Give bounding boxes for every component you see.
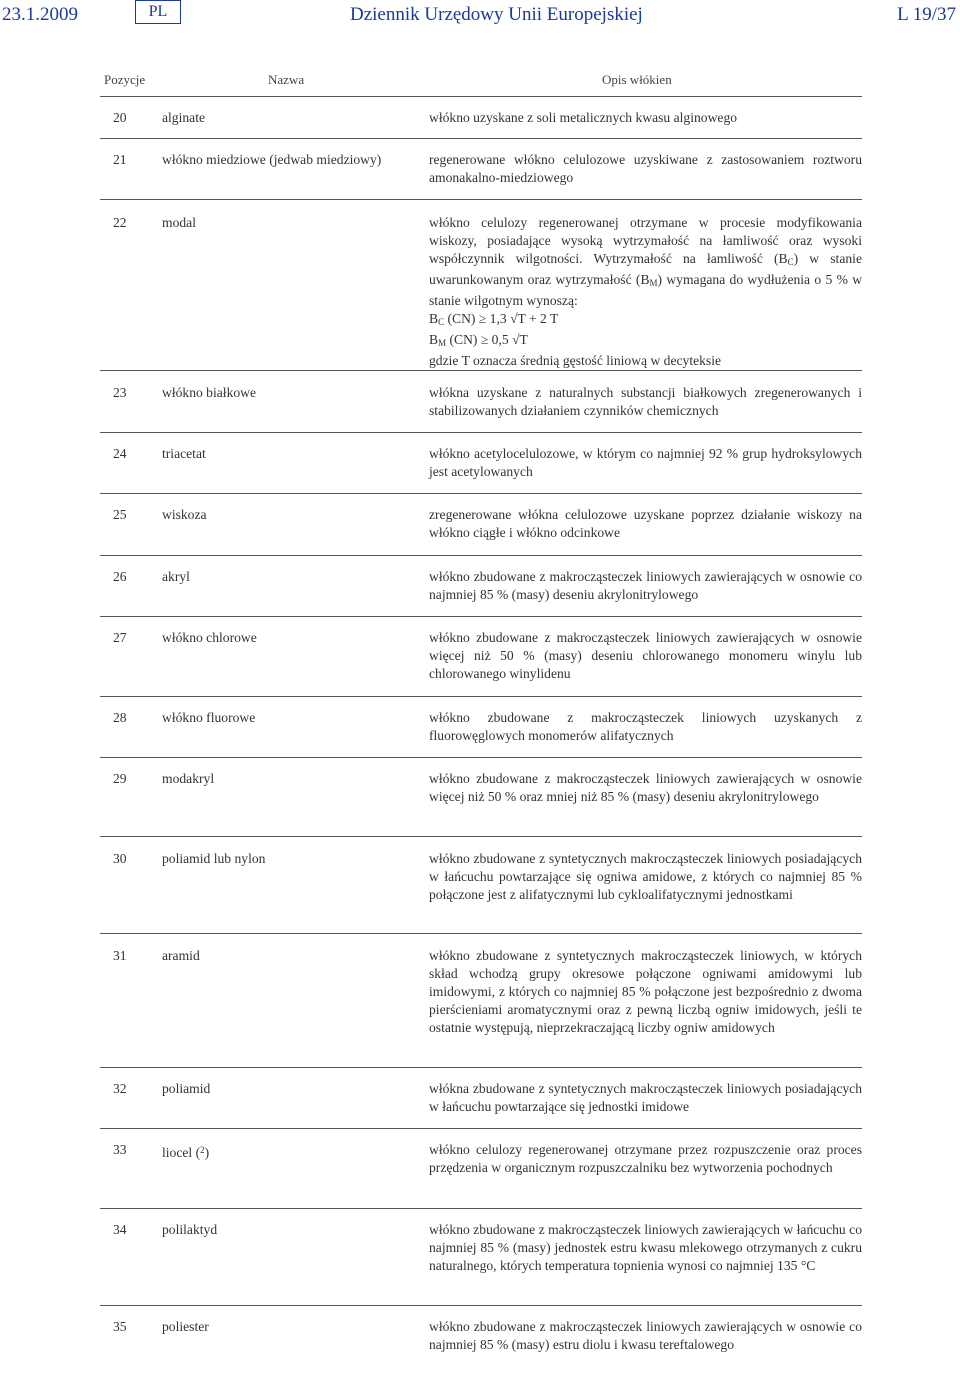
language-badge: PL [135, 0, 181, 24]
fibre-name: poliester [162, 1319, 209, 1334]
fibre-description: włókno zbudowane z makrocząsteczek liniowych zawierających w osnowie co najmniej 85 % (masy) estru diolu i kwasu tereftalowego [429, 1319, 862, 1352]
row-number: 34 [113, 1222, 127, 1237]
fibre-name: włókno chlorowe [162, 630, 257, 645]
fibre-name: polilaktyd [162, 1222, 218, 1237]
row-divider [100, 493, 862, 494]
fibre-description: zregenerowane włókna celulozowe uzyskane poprzez działanie wiskozy na włókno ciągłe i włókno odcinkowe [429, 507, 862, 540]
formula-note: gdzie T oznacza średnią gęstość liniową w decyteksie [429, 353, 722, 368]
fibre-name: wiskoza [162, 507, 207, 522]
row-number: 24 [113, 446, 127, 461]
fibre-name: alginate [162, 110, 206, 125]
fibre-description: włókno zbudowane z makrocząsteczek liniowych uzyskanych z fluorowęglowych monomerów alifatycznych [429, 710, 862, 743]
fibre-description: włókna zbudowane z syntetycznych makrocząsteczek liniowych posiadających w łańcuchu powtarzające się jednostki imidowe [429, 1081, 862, 1114]
row-number: 26 [113, 569, 127, 584]
row-number: 35 [113, 1319, 127, 1334]
row-divider [100, 696, 862, 697]
fibre-description: włókno uzyskane z soli metalicznych kwasu alginowego [429, 110, 738, 125]
row-number: 21 [113, 152, 127, 167]
row-number: 33 [113, 1142, 127, 1157]
row-divider [100, 836, 862, 837]
row-divider [100, 370, 862, 371]
fibre-description: włókno celulozy regenerowanej otrzymane przez rozpuszczenie oraz proces przędzenia w organicznym rozpuszczalniku bez wytworzenia pochodnych [429, 1142, 862, 1175]
fibre-name: włókno białkowe [162, 385, 257, 400]
row-divider [100, 1305, 862, 1306]
footnote-reference: 2 [200, 1145, 205, 1155]
fibre-description: włókno zbudowane z syntetycznych makrocząsteczek liniowych, w których skład wchodzą grupy okresowe połączone ogniwami amidowymi lub imidowymi, z których co najmniej 85 % połączone jest bezpośrednio z dwoma pierścieniami aromatycznymi oraz z pewną liczbą ogniw imidowych, jeśli te ostatnie występują, nieprzekraczającą liczby ogniw amidowych [429, 948, 862, 1035]
row-divider [100, 199, 862, 200]
row-number: 20 [113, 110, 127, 125]
row-number: 27 [113, 630, 127, 645]
fibre-description: włókno zbudowane z makrocząsteczek liniowych zawierających w łańcuchu co najmniej 85 % (masy) jednostek estru kwasu mlekowego otrzymanych z cukru naturalnego, których temperatura topnienia wynosi co najmniej 135 °C [429, 1222, 862, 1273]
fibre-description: włókno acetylocelulozowe, w którym co najmniej 92 % grup hydroksylowych jest acetylowanych [429, 446, 862, 479]
fibre-description: regenerowane włókno celulozowe uzyskiwane z zastosowaniem roztworu amonakalno-miedziowego [429, 152, 862, 185]
row-number: 25 [113, 507, 127, 522]
row-divider [100, 616, 862, 617]
row-divider [100, 555, 862, 556]
row-number: 29 [113, 771, 127, 786]
row-number: 23 [113, 385, 127, 400]
header-rule [100, 96, 862, 97]
page-number: L 19/37 [897, 4, 956, 25]
fibre-description: włókno celulozy regenerowanej otrzymane w procesie modyfikowania wiskozy, posiadające wysoką wytrzymałość na łamliwość oraz wysoki współczynnik wilgotności. Wytrzymałość na łamliwość $(B_C)$ w stanie uwarunkowanym oraz wytrzymałość $(B_M)$ wymagana do wydłużenia o 5 % w stanie wilgotnym wynoszą: $B_C$ (CN) ≥ 1,3 √T + 2 T $B_M$ (CN) ≥ 0,5 √T gdzie T oznacza średnią gęstość liniową w decyteksie [429, 215, 863, 368]
fibre-name: włókno miedziowe (jedwab miedziowy) [162, 152, 382, 167]
row-divider [100, 1067, 862, 1068]
fibre-name: triacetat [162, 446, 206, 461]
row-number: 31 [113, 948, 127, 963]
fibre-name: poliamid [162, 1081, 211, 1096]
fibre-name: akryl [162, 569, 190, 584]
row-number: 28 [113, 710, 127, 725]
fibre-name: modal [162, 215, 196, 230]
row-number: 22 [113, 215, 127, 230]
row-divider [100, 138, 862, 139]
fibre-description: włókna uzyskane z naturalnych substancji białkowych zregenerowanych i stabilizowanych działaniem czynników chemicznych [429, 385, 862, 418]
fibre-name: aramid [162, 948, 200, 963]
fibre-description: włókno zbudowane z syntetycznych makrocząsteczek liniowych posiadających w łańcuchu powtarzające się ogniwa amidowe, z których co najmniej 85 % połączone jest z alifatycznymi lub cykloalifatycznymi jednostkami [429, 851, 862, 902]
row-divider [100, 1128, 862, 1129]
column-header-description: Opis włókien [602, 72, 672, 87]
fibre-name: liocel ($^2$) [162, 1145, 210, 1160]
fibre-description: włókno zbudowane z makrocząsteczek liniowych zawierających w osnowie więcej niż 50 % oraz mniej niż 85 % (masy) deseniu akrylonitrylowego [429, 771, 862, 804]
journal-title: Dziennik Urzędowy Unii Europejskiej [350, 4, 643, 25]
formula-bc: $B_C$ (CN) ≥ 1,3 √T + 2 T [429, 311, 559, 327]
column-header-name: Nazwa [268, 72, 305, 87]
fibre-name: modakryl [162, 771, 215, 786]
page-header [0, 0, 960, 33]
row-divider [100, 933, 862, 934]
row-divider [100, 1208, 862, 1209]
row-divider [100, 757, 862, 758]
row-number: 32 [113, 1081, 127, 1096]
fibre-name: poliamid lub nylon [162, 851, 266, 866]
column-header-position: Pozycje [104, 72, 146, 87]
row-divider [100, 432, 862, 433]
fibre-name: włókno fluorowe [162, 710, 256, 725]
formula-bm: $B_M$ (CN) ≥ 0,5 √T [429, 332, 528, 348]
row-number: 30 [113, 851, 127, 866]
fibre-description: włókno zbudowane z makrocząsteczek liniowych zawierających w osnowie więcej niż 50 % (masy) deseniu chlorowanego monomeru winylu lub chlorowanego winylidenu [429, 630, 862, 681]
fibre-description: włókno zbudowane z makrocząsteczek liniowych zawierających w osnowie co najmniej 85 % (masy) deseniu akrylonitrylowego [429, 569, 862, 602]
publication-date: 23.1.2009 [2, 4, 78, 25]
